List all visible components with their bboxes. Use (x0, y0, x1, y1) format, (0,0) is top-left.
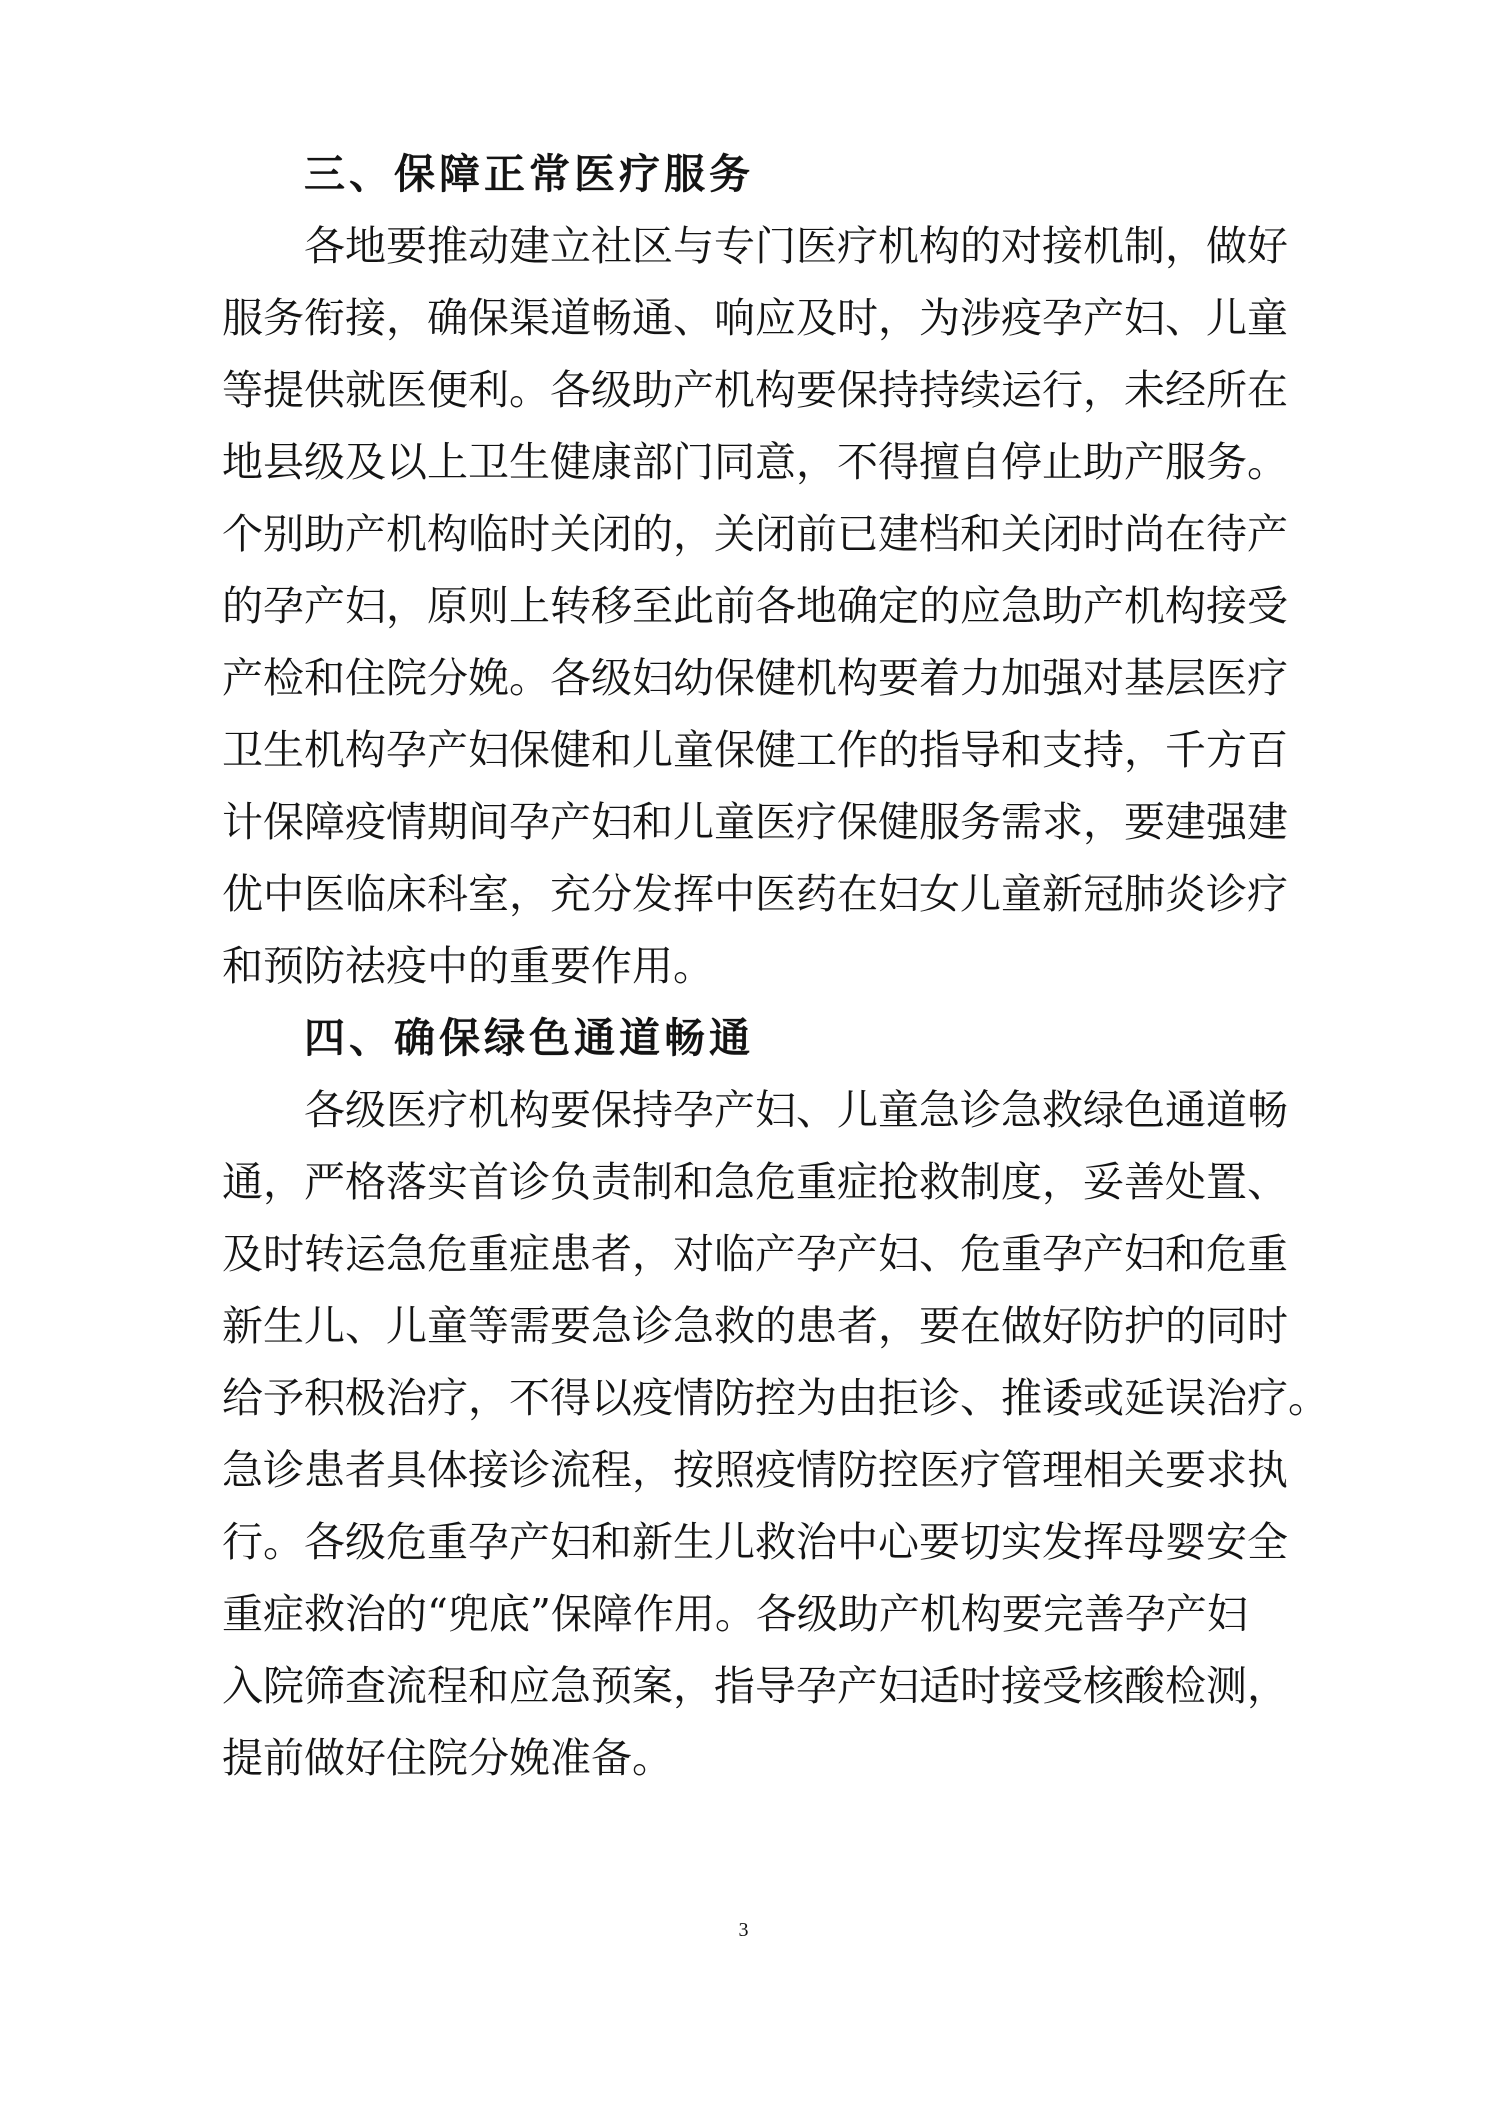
paragraph-line: 给予积极治疗，不得以疫情防控为由拒诊、推诿或延误治疗。 (222, 1374, 1329, 1422)
paragraph-line: 计保障疫情期间孕产妇和儿童医疗保健服务需求，要建强建 (222, 798, 1288, 846)
paragraph-line: 地县级及以上卫生健康部门同意，不得擅自停止助产服务。 (222, 438, 1288, 486)
page-number: 3 (738, 1919, 749, 1941)
paragraph-line: 产检和住院分娩。各级妇幼保健机构要着力加强对基层医疗 (222, 654, 1288, 702)
section-heading-3: 三、保障正常医疗服务 (304, 150, 754, 198)
paragraph-line: 通，严格落实首诊负责制和急危重症抢救制度，妥善处置、 (222, 1158, 1288, 1206)
paragraph-line: 急诊患者具体接诊流程，按照疫情防控医疗管理相关要求执 (222, 1446, 1288, 1494)
paragraph-line: 服务衔接，确保渠道畅通、响应及时，为涉疫孕产妇、儿童 (222, 294, 1288, 342)
paragraph-line: 新生儿、儿童等需要急诊急救的患者，要在做好防护的同时 (222, 1302, 1288, 1350)
paragraph-line: 各地要推动建立社区与专门医疗机构的对接机制，做好 (304, 222, 1288, 270)
paragraph-line: 各级医疗机构要保持孕产妇、儿童急诊急救绿色通道畅 (304, 1086, 1288, 1134)
paragraph-line: 入院筛查流程和应急预案，指导孕产妇适时接受核酸检测， (222, 1662, 1288, 1710)
paragraph-line: 重症救治的“兜底”保障作用。各级助产机构要完善孕产妇 (222, 1590, 1248, 1638)
paragraph-line: 行。各级危重孕产妇和新生儿救治中心要切实发挥母婴安全 (222, 1518, 1288, 1566)
paragraph-line: 提前做好住院分娩准备。 (222, 1734, 673, 1782)
paragraph-line: 及时转运急危重症患者，对临产孕产妇、危重孕产妇和危重 (222, 1230, 1288, 1278)
paragraph-line: 优中医临床科室，充分发挥中医药在妇女儿童新冠肺炎诊疗 (222, 870, 1288, 918)
paragraph-line: 等提供就医便利。各级助产机构要保持持续运行，未经所在 (222, 366, 1288, 414)
paragraph-line: 卫生机构孕产妇保健和儿童保健工作的指导和支持，千方百 (222, 726, 1288, 774)
paragraph-line: 个别助产机构临时关闭的，关闭前已建档和关闭时尚在待产 (222, 510, 1288, 558)
paragraph-line: 和预防祛疫中的重要作用。 (222, 942, 714, 990)
section-heading-4: 四、确保绿色通道畅通 (304, 1014, 754, 1062)
paragraph-line: 的孕产妇，原则上转移至此前各地确定的应急助产机构接受 (222, 582, 1288, 630)
